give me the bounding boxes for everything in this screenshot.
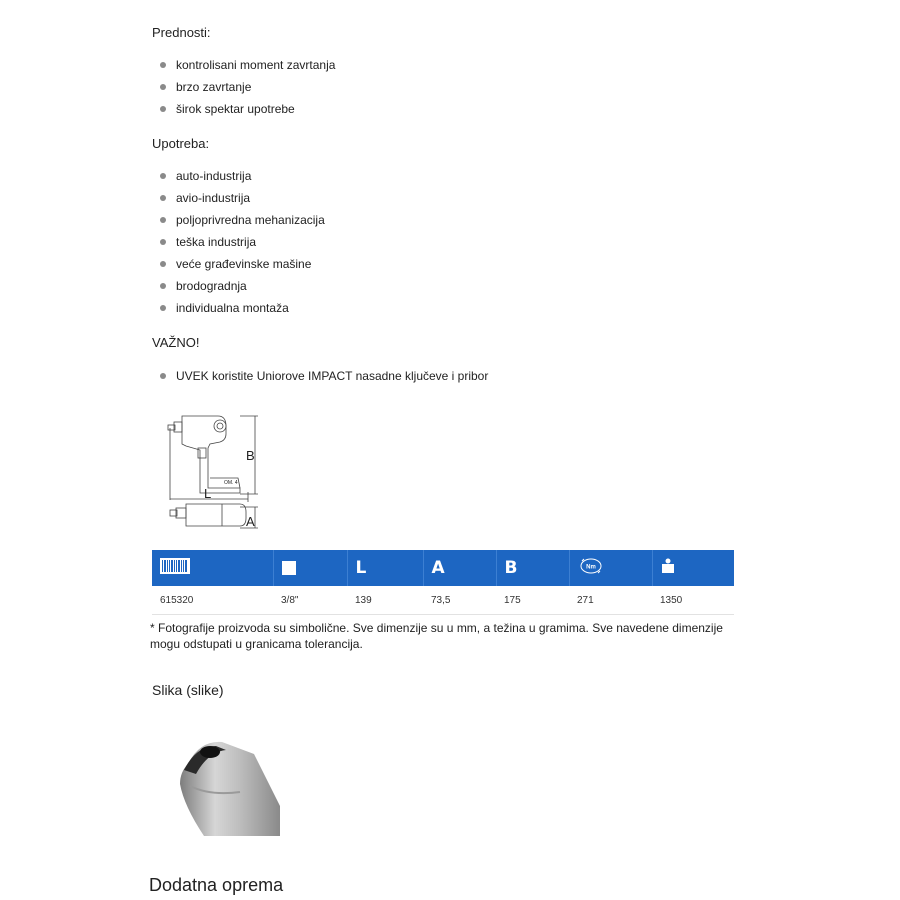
list-item: avio-industrija [160,188,325,210]
list-item: širok spektar upotrebe [160,99,335,121]
product-image[interactable] [170,736,282,836]
spec-table [152,550,734,615]
bullet-icon [160,195,166,201]
square-drive-icon [282,561,296,575]
bullet-icon [160,283,166,289]
bullet-icon [160,239,166,245]
list-item: poljoprivredna mehanizacija [160,210,325,232]
bullet-icon [160,217,166,223]
usage-list [160,166,325,320]
cell-weight: 1350 [652,586,734,615]
col-header-weight [652,550,734,586]
images-section-title: Slika (slike) [152,682,224,698]
bullet-icon [160,305,166,311]
list-item: auto-industrija [160,166,325,188]
bullet-icon [160,261,166,267]
svg-text:Nm: Nm [585,564,596,570]
cell-torque: 271 [569,586,652,615]
accessories-title: Dodatna oprema [149,875,284,895]
list-item: kontrolisani moment zavrtanja [160,55,335,77]
disclaimer-note: * Fotografije proizvoda su simbolične. Sve dimenzije su u mm, a težina u gramima. Sve navedene dimenzije mogu odstupati u granicama tolerancija. [150,621,723,651]
bullet-icon [160,373,166,379]
bullet-icon [160,62,166,68]
list-item: UVEK koristite Uniorove IMPACT nasadne ključeve i pribor [160,366,488,388]
dimension-diagram [160,408,270,540]
dimension-label-l: L [204,486,212,501]
col-header-l: L [347,550,423,586]
important-list [160,366,488,388]
advantages-heading: Prednosti: [152,25,211,40]
dimension-label-a: A [246,514,255,529]
list-item: individualna montaža [160,298,325,320]
advantages-list [160,55,335,121]
torque-nm-icon [578,557,604,575]
col-header-code [152,550,273,586]
tool-marking: OM. 4 [224,480,238,486]
usage-heading: Upotreba: [152,136,210,151]
cell-b: 175 [496,586,569,615]
bullet-icon [160,173,166,179]
col-header-a: A [423,550,496,586]
cell-drive: 3/8" [273,586,347,615]
col-header-b: B [496,550,569,586]
list-item: teška industrija [160,232,325,254]
cell-a: 73,5 [423,586,496,615]
col-header-torque [569,550,652,586]
cell-l: 139 [347,586,423,615]
cell-code: 615320 [152,586,273,615]
barcode-icon [160,558,190,574]
bullet-icon [160,84,166,90]
list-item: veće građevinske mašine [160,254,325,276]
spec-table-header [152,550,734,586]
list-item: brzo zavrtanje [160,77,335,99]
col-header-drive [273,550,347,586]
bullet-icon [160,106,166,112]
important-heading: VAŽNO! [152,335,200,350]
weight-icon [661,558,675,574]
list-item: brodogradnja [160,276,325,298]
dimension-label-b: B [246,448,255,463]
tool-top-view [186,504,246,526]
table-row [152,586,734,615]
